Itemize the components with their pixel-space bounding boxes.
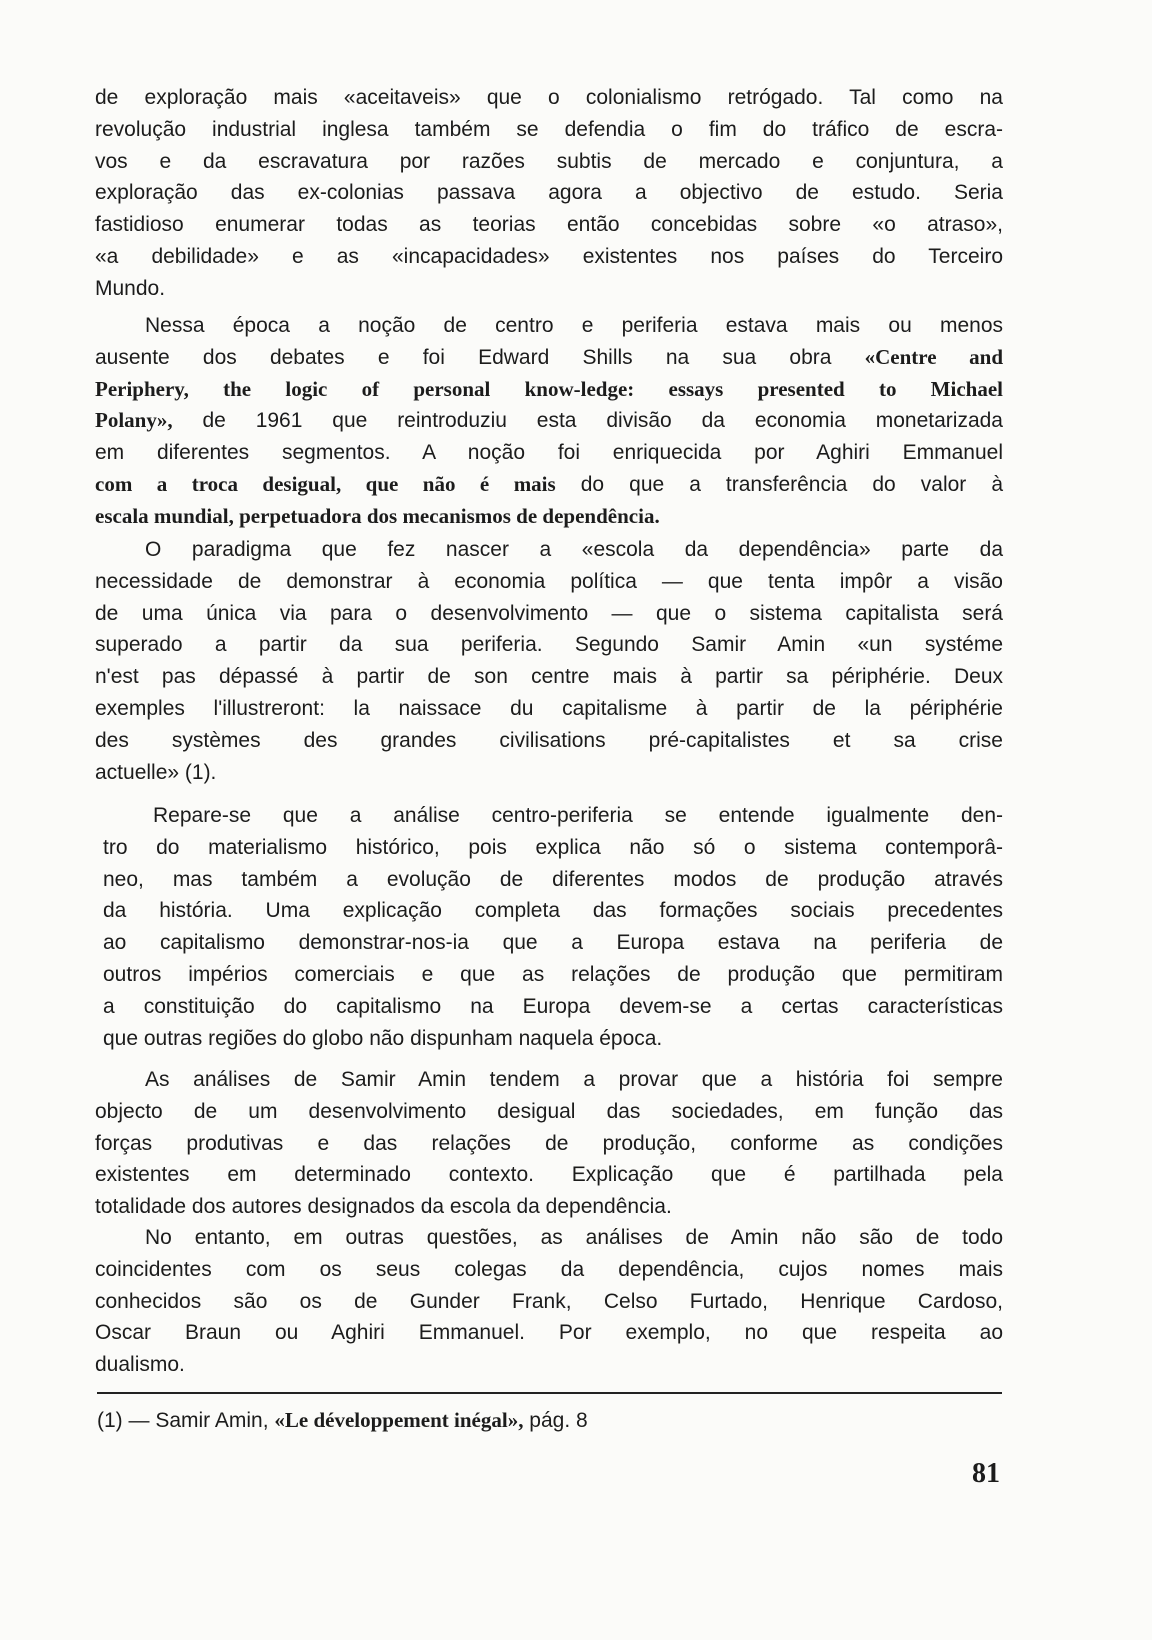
- text-line: [95, 374, 1003, 406]
- text: necessidade de demonstrar à economia política — que tenta impôr a visão: [95, 569, 1003, 593]
- text-line: [95, 1222, 1003, 1254]
- text-line: [103, 832, 1003, 864]
- paragraph: [95, 1222, 1003, 1381]
- text-line: [95, 501, 1003, 533]
- bold-text: com a troca desigual, que não é mais: [95, 471, 556, 496]
- text-line: [103, 895, 1003, 927]
- footnote-ref: (1) — Samir Amin,: [97, 1409, 275, 1432]
- text: em diferentes segmentos. A noção foi enriquecida por Aghiri Emmanuel: [95, 441, 1003, 465]
- text-line: [95, 469, 1003, 501]
- text: «a debilidade» e as «incapacidades» existentes nos países do Terceiro: [95, 244, 1003, 268]
- text-line: [95, 629, 1003, 661]
- text: superado a partir da sua periferia. Segundo Samir Amin «un systéme: [95, 633, 1003, 657]
- text: actuelle» (1).: [95, 760, 217, 784]
- text: des systèmes des grandes civilisations pré-capitalistes et sa crise: [95, 728, 1003, 752]
- paragraph: [95, 310, 1003, 533]
- text-line: [95, 310, 1003, 342]
- text-line: [95, 209, 1003, 241]
- text-line: [95, 757, 1003, 789]
- text: Nessa época a noção de centro e periferia estava mais ou menos: [145, 314, 1003, 337]
- text: objecto de um desenvolvimento desigual das sociedades, em função das: [95, 1099, 1003, 1123]
- text-line: [95, 342, 1003, 374]
- text: No entanto, em outras questões, as análises de Amin não são de todo: [145, 1226, 1003, 1249]
- text: existentes em determinado contexto. Explicação que é partilhada pela: [95, 1163, 1003, 1187]
- text-line: [95, 405, 1003, 437]
- text: da história. Uma explicação completa das formações sociais precedentes: [103, 899, 1003, 923]
- bold-text: escala mundial, perpetuadora dos mecanismos de dependência.: [95, 503, 660, 528]
- text: O paradigma que fez nascer a «escola da dependência» parte da: [145, 538, 1003, 561]
- text-line: [95, 273, 1003, 305]
- text-line: [103, 927, 1003, 959]
- text: de exploração mais «aceitaveis» que o colonialismo retrógado. Tal como na: [95, 86, 1003, 109]
- text: de 1961 que reintroduziu esta divisão da economia monetarizada: [172, 409, 1003, 433]
- text: n'est pas dépassé à partir de son centre mais à partir sa périphérie. Deux: [95, 665, 1003, 689]
- text-line: [95, 146, 1003, 178]
- bold-text: Polany»,: [95, 408, 173, 433]
- text: tro do materialismo histórico, pois explica não só o sistema contemporâ-: [103, 835, 1003, 859]
- text-line: [95, 1064, 1003, 1096]
- footnote-divider: [97, 1392, 1002, 1394]
- text: neo, mas também a evolução de diferentes modos de produção através: [103, 867, 1003, 891]
- text-line: [95, 1317, 1003, 1349]
- text-line: [95, 534, 1003, 566]
- footnote: [97, 1408, 588, 1433]
- text: dualismo.: [95, 1353, 185, 1377]
- text: que outras regiões do globo não dispunham naquela época.: [103, 1026, 663, 1050]
- text: outros impérios comerciais e que as relações de produção que permitiram: [103, 962, 1003, 986]
- text: forças produtivas e das relações de produção, conforme as condições: [95, 1131, 1003, 1155]
- text: de uma única via para o desenvolvimento — que o sistema capitalista será: [95, 601, 1003, 625]
- text: vos e da escravatura por razões subtis de mercado e conjuntura, a: [95, 149, 1003, 173]
- footnote-title: «Le développement inégal»,: [274, 1408, 524, 1432]
- text: exploração das ex-colonias passava agora a objectivo de estudo. Seria: [95, 181, 1003, 205]
- text-line: [103, 800, 1003, 832]
- text: revolução industrial inglesa também se defendia o fim do tráfico de escra-: [95, 117, 1003, 141]
- text-line: [95, 1191, 1003, 1223]
- text-line: [103, 991, 1003, 1023]
- text-line: [95, 1128, 1003, 1160]
- text: As análises de Samir Amin tendem a provar que a história foi sempre: [145, 1068, 1003, 1091]
- text-line: [95, 177, 1003, 209]
- text-line: [95, 661, 1003, 693]
- text-line: [103, 864, 1003, 896]
- paragraph: [95, 82, 1003, 305]
- paragraph: [95, 1064, 1003, 1223]
- text-line: [95, 693, 1003, 725]
- text: conhecidos são os de Gunder Frank, Celso Furtado, Henrique Cardoso,: [95, 1289, 1003, 1313]
- text: fastidioso enumerar todas as teorias então concebidas sobre «o atraso»,: [95, 213, 1003, 237]
- text-line: [95, 1286, 1003, 1318]
- text-line: [95, 241, 1003, 273]
- text: totalidade dos autores designados da escola da dependência.: [95, 1195, 672, 1219]
- paragraph: [95, 534, 1003, 788]
- text-line: [95, 1159, 1003, 1191]
- text: ausente dos debates e foi Edward Shills na sua obra: [95, 345, 865, 369]
- text-line: [95, 114, 1003, 146]
- text-line: [95, 1349, 1003, 1381]
- bold-text: «Centre and: [864, 344, 1004, 369]
- page-number: 81: [972, 1458, 1000, 1489]
- text-line: [95, 566, 1003, 598]
- text-line: [103, 959, 1003, 991]
- text: Repare-se que a análise centro-periferia se entende igualmente den-: [153, 804, 1003, 827]
- text: do que a transferência do valor à: [555, 472, 1003, 496]
- text: Oscar Braun ou Aghiri Emmanuel. Por exemplo, no que respeita ao: [95, 1321, 1003, 1345]
- text-line: [95, 82, 1003, 114]
- footnote-page: pág. 8: [523, 1409, 588, 1432]
- text-line: [95, 1254, 1003, 1286]
- text-line: [103, 1023, 1003, 1055]
- text-line: [95, 437, 1003, 469]
- text: a constituição do capitalismo na Europa devem-se a certas características: [103, 994, 1003, 1018]
- text-line: [95, 1096, 1003, 1128]
- bold-text: Periphery, the logic of personal know-ledge: essays presented to Michael: [95, 376, 1003, 401]
- text: Mundo.: [95, 276, 166, 300]
- text: coincidentes com os seus colegas da dependência, cujos nomes mais: [95, 1257, 1003, 1281]
- text: ao capitalismo demonstrar-nos-ia que a Europa estava na periferia de: [103, 931, 1003, 955]
- paragraph: [103, 800, 1003, 1054]
- text: exemples l'illustreront: la naissace du capitalisme à partir de la périphérie: [95, 696, 1003, 720]
- text-line: [95, 725, 1003, 757]
- text-line: [95, 598, 1003, 630]
